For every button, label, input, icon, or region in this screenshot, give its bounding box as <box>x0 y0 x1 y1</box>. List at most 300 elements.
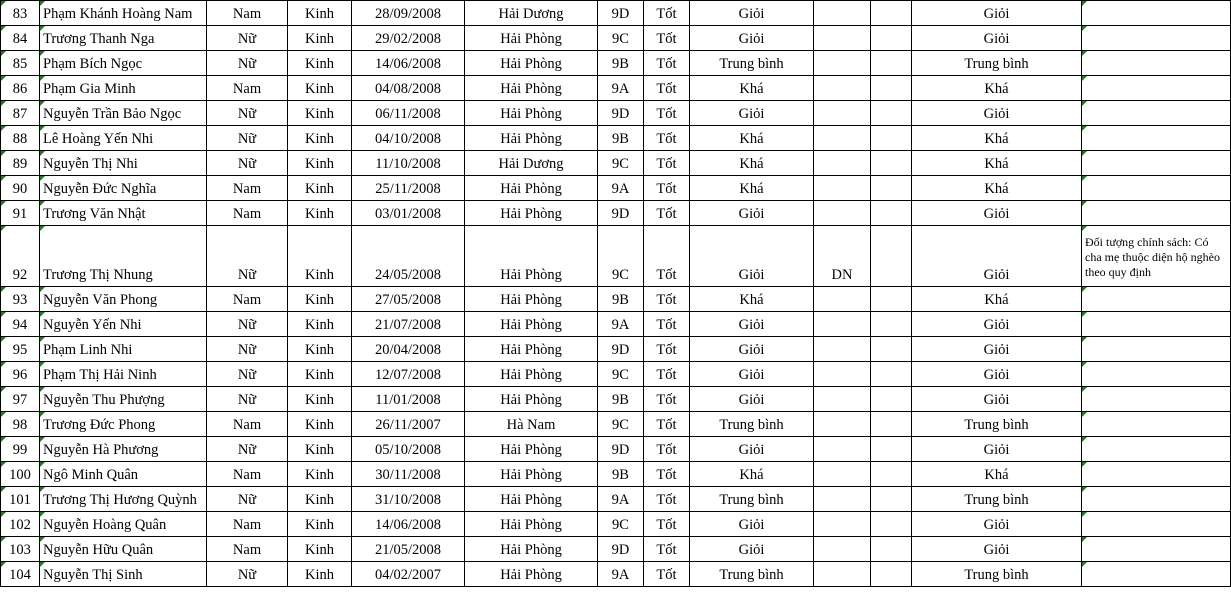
table-row <box>1 126 1231 151</box>
table-row <box>1 101 1231 126</box>
name-cell: Trương Thị Nhung <box>40 226 207 287</box>
academic-cell: Trung bình <box>690 562 814 587</box>
extra-cell <box>814 151 871 176</box>
blank-cell <box>871 312 912 337</box>
extra-cell <box>814 126 871 151</box>
dob-cell: 11/10/2008 <box>352 151 465 176</box>
stt-cell: 86 <box>1 76 40 101</box>
academic-cell: Giỏi <box>690 512 814 537</box>
result-cell: Giỏi <box>912 437 1082 462</box>
stt-cell: 95 <box>1 337 40 362</box>
dob-cell: 12/07/2008 <box>352 362 465 387</box>
class-cell: 9D <box>598 101 644 126</box>
gender-cell: Nữ <box>207 312 288 337</box>
result-cell: Giỏi <box>912 1 1082 26</box>
ethnicity-cell: Kinh <box>288 537 352 562</box>
note-cell <box>1082 337 1231 362</box>
ethnicity-cell: Kinh <box>288 101 352 126</box>
blank-cell <box>871 51 912 76</box>
stt-cell: 83 <box>1 1 40 26</box>
ethnicity-cell: Kinh <box>288 512 352 537</box>
class-cell: 9C <box>598 512 644 537</box>
note-cell <box>1082 151 1231 176</box>
note-cell <box>1082 412 1231 437</box>
academic-cell: Giỏi <box>690 537 814 562</box>
extra-cell: DN <box>814 226 871 287</box>
gender-cell: Nữ <box>207 226 288 287</box>
conduct-cell: Tốt <box>644 437 690 462</box>
gender-cell: Nữ <box>207 362 288 387</box>
conduct-cell: Tốt <box>644 1 690 26</box>
ethnicity-cell: Kinh <box>288 462 352 487</box>
gender-cell: Nữ <box>207 151 288 176</box>
conduct-cell: Tốt <box>644 226 690 287</box>
class-cell: 9B <box>598 51 644 76</box>
gender-cell: Nam <box>207 462 288 487</box>
note-cell <box>1082 126 1231 151</box>
academic-cell: Giỏi <box>690 387 814 412</box>
dob-cell: 04/02/2007 <box>352 562 465 587</box>
ethnicity-cell: Kinh <box>288 201 352 226</box>
extra-cell <box>814 387 871 412</box>
birthplace-cell: Hải Phòng <box>465 537 598 562</box>
academic-cell: Giỏi <box>690 362 814 387</box>
note-cell <box>1082 387 1231 412</box>
academic-cell: Trung bình <box>690 51 814 76</box>
result-cell: Giỏi <box>912 226 1082 287</box>
extra-cell <box>814 287 871 312</box>
academic-cell: Khá <box>690 76 814 101</box>
name-cell: Phạm Gia Minh <box>40 76 207 101</box>
extra-cell <box>814 437 871 462</box>
stt-cell: 100 <box>1 462 40 487</box>
gender-cell: Nam <box>207 412 288 437</box>
academic-cell: Giỏi <box>690 312 814 337</box>
class-cell: 9B <box>598 287 644 312</box>
conduct-cell: Tốt <box>644 51 690 76</box>
class-cell: 9D <box>598 337 644 362</box>
stt-cell: 92 <box>1 226 40 287</box>
blank-cell <box>871 101 912 126</box>
stt-cell: 88 <box>1 126 40 151</box>
academic-cell: Giỏi <box>690 101 814 126</box>
stt-cell: 98 <box>1 412 40 437</box>
academic-cell: Trung bình <box>690 412 814 437</box>
academic-cell: Khá <box>690 462 814 487</box>
conduct-cell: Tốt <box>644 412 690 437</box>
blank-cell <box>871 487 912 512</box>
result-cell: Khá <box>912 126 1082 151</box>
name-cell: Nguyễn Đức Nghĩa <box>40 176 207 201</box>
gender-cell: Nữ <box>207 337 288 362</box>
conduct-cell: Tốt <box>644 101 690 126</box>
gender-cell: Nam <box>207 1 288 26</box>
result-cell: Khá <box>912 151 1082 176</box>
gender-cell: Nữ <box>207 487 288 512</box>
name-cell: Nguyễn Yến Nhi <box>40 312 207 337</box>
gender-cell: Nữ <box>207 387 288 412</box>
dob-cell: 05/10/2008 <box>352 437 465 462</box>
note-cell <box>1082 437 1231 462</box>
birthplace-cell: Hải Phòng <box>465 387 598 412</box>
name-cell: Trương Thị Hương Quỳnh <box>40 487 207 512</box>
stt-cell: 97 <box>1 387 40 412</box>
stt-cell: 103 <box>1 537 40 562</box>
academic-cell: Khá <box>690 126 814 151</box>
stt-cell: 91 <box>1 201 40 226</box>
dob-cell: 21/05/2008 <box>352 537 465 562</box>
academic-cell: Khá <box>690 287 814 312</box>
blank-cell <box>871 76 912 101</box>
academic-cell: Giỏi <box>690 226 814 287</box>
table-row <box>1 1 1231 26</box>
extra-cell <box>814 412 871 437</box>
table-row <box>1 176 1231 201</box>
note-cell <box>1082 1 1231 26</box>
class-cell: 9D <box>598 201 644 226</box>
extra-cell <box>814 76 871 101</box>
result-cell: Giỏi <box>912 362 1082 387</box>
table-row <box>1 226 1231 287</box>
academic-cell: Giỏi <box>690 26 814 51</box>
result-cell: Giỏi <box>912 387 1082 412</box>
ethnicity-cell: Kinh <box>288 562 352 587</box>
birthplace-cell: Hải Phòng <box>465 462 598 487</box>
note-cell <box>1082 512 1231 537</box>
table-row <box>1 487 1231 512</box>
name-cell: Trương Thanh Nga <box>40 26 207 51</box>
extra-cell <box>814 201 871 226</box>
ethnicity-cell: Kinh <box>288 126 352 151</box>
blank-cell <box>871 437 912 462</box>
class-cell: 9A <box>598 312 644 337</box>
result-cell: Trung bình <box>912 487 1082 512</box>
table-row <box>1 537 1231 562</box>
blank-cell <box>871 562 912 587</box>
blank-cell <box>871 26 912 51</box>
gender-cell: Nữ <box>207 437 288 462</box>
ethnicity-cell: Kinh <box>288 437 352 462</box>
result-cell: Khá <box>912 76 1082 101</box>
birthplace-cell: Hải Phòng <box>465 201 598 226</box>
blank-cell <box>871 287 912 312</box>
table-row <box>1 412 1231 437</box>
birthplace-cell: Hải Phòng <box>465 437 598 462</box>
table-row <box>1 437 1231 462</box>
blank-cell <box>871 387 912 412</box>
birthplace-cell: Hải Phòng <box>465 287 598 312</box>
note-cell <box>1082 537 1231 562</box>
table-row <box>1 512 1231 537</box>
gender-cell: Nam <box>207 201 288 226</box>
conduct-cell: Tốt <box>644 387 690 412</box>
name-cell: Nguyễn Thị Nhi <box>40 151 207 176</box>
extra-cell <box>814 176 871 201</box>
conduct-cell: Tốt <box>644 151 690 176</box>
dob-cell: 31/10/2008 <box>352 487 465 512</box>
name-cell: Nguyễn Hữu Quân <box>40 537 207 562</box>
gender-cell: Nam <box>207 76 288 101</box>
class-cell: 9D <box>598 1 644 26</box>
birthplace-cell: Hải Phòng <box>465 26 598 51</box>
extra-cell <box>814 362 871 387</box>
conduct-cell: Tốt <box>644 287 690 312</box>
dob-cell: 14/06/2008 <box>352 512 465 537</box>
ethnicity-cell: Kinh <box>288 76 352 101</box>
result-cell: Giỏi <box>912 512 1082 537</box>
dob-cell: 06/11/2008 <box>352 101 465 126</box>
blank-cell <box>871 537 912 562</box>
table-body <box>1 1 1231 587</box>
name-cell: Nguyễn Hà Phương <box>40 437 207 462</box>
note-cell <box>1082 462 1231 487</box>
extra-cell <box>814 337 871 362</box>
dob-cell: 26/11/2007 <box>352 412 465 437</box>
note-cell <box>1082 101 1231 126</box>
extra-cell <box>814 312 871 337</box>
blank-cell <box>871 126 912 151</box>
conduct-cell: Tốt <box>644 487 690 512</box>
ethnicity-cell: Kinh <box>288 337 352 362</box>
blank-cell <box>871 176 912 201</box>
ethnicity-cell: Kinh <box>288 362 352 387</box>
conduct-cell: Tốt <box>644 26 690 51</box>
birthplace-cell: Hải Phòng <box>465 362 598 387</box>
academic-cell: Giỏi <box>690 337 814 362</box>
extra-cell <box>814 562 871 587</box>
conduct-cell: Tốt <box>644 512 690 537</box>
dob-cell: 30/11/2008 <box>352 462 465 487</box>
result-cell: Giỏi <box>912 201 1082 226</box>
result-cell: Giỏi <box>912 101 1082 126</box>
table-row <box>1 462 1231 487</box>
class-cell: 9C <box>598 226 644 287</box>
extra-cell <box>814 26 871 51</box>
result-cell: Khá <box>912 176 1082 201</box>
ethnicity-cell: Kinh <box>288 487 352 512</box>
blank-cell <box>871 512 912 537</box>
table-row <box>1 562 1231 587</box>
gender-cell: Nữ <box>207 51 288 76</box>
gender-cell: Nam <box>207 287 288 312</box>
dob-cell: 14/06/2008 <box>352 51 465 76</box>
name-cell: Nguyễn Thu Phượng <box>40 387 207 412</box>
ethnicity-cell: Kinh <box>288 387 352 412</box>
dob-cell: 28/09/2008 <box>352 1 465 26</box>
name-cell: Trương Văn Nhật <box>40 201 207 226</box>
class-cell: 9C <box>598 151 644 176</box>
blank-cell <box>871 1 912 26</box>
birthplace-cell: Hải Phòng <box>465 226 598 287</box>
academic-cell: Khá <box>690 176 814 201</box>
gender-cell: Nữ <box>207 101 288 126</box>
stt-cell: 102 <box>1 512 40 537</box>
gender-cell: Nam <box>207 537 288 562</box>
gender-cell: Nữ <box>207 26 288 51</box>
name-cell: Trương Đức Phong <box>40 412 207 437</box>
birthplace-cell: Hải Phòng <box>465 101 598 126</box>
table-row <box>1 362 1231 387</box>
academic-cell: Khá <box>690 151 814 176</box>
dob-cell: 20/04/2008 <box>352 337 465 362</box>
table-row <box>1 337 1231 362</box>
birthplace-cell: Hải Phòng <box>465 312 598 337</box>
gender-cell: Nam <box>207 512 288 537</box>
name-cell: Nguyễn Hoàng Quân <box>40 512 207 537</box>
ethnicity-cell: Kinh <box>288 1 352 26</box>
stt-cell: 101 <box>1 487 40 512</box>
name-cell: Ngô Minh Quân <box>40 462 207 487</box>
class-cell: 9A <box>598 176 644 201</box>
result-cell: Giỏi <box>912 26 1082 51</box>
ethnicity-cell: Kinh <box>288 412 352 437</box>
gender-cell: Nữ <box>207 562 288 587</box>
stt-cell: 104 <box>1 562 40 587</box>
class-cell: 9A <box>598 76 644 101</box>
conduct-cell: Tốt <box>644 201 690 226</box>
class-cell: 9D <box>598 537 644 562</box>
ethnicity-cell: Kinh <box>288 287 352 312</box>
note-cell <box>1082 312 1231 337</box>
note-cell <box>1082 362 1231 387</box>
name-cell: Nguyễn Thị Sinh <box>40 562 207 587</box>
class-cell: 9B <box>598 126 644 151</box>
note-cell <box>1082 562 1231 587</box>
class-cell: 9A <box>598 487 644 512</box>
birthplace-cell: Hải Phòng <box>465 487 598 512</box>
note-cell <box>1082 51 1231 76</box>
academic-cell: Giỏi <box>690 437 814 462</box>
conduct-cell: Tốt <box>644 462 690 487</box>
name-cell: Phạm Bích Ngọc <box>40 51 207 76</box>
conduct-cell: Tốt <box>644 537 690 562</box>
ethnicity-cell: Kinh <box>288 26 352 51</box>
table-row <box>1 312 1231 337</box>
class-cell: 9C <box>598 26 644 51</box>
stt-cell: 93 <box>1 287 40 312</box>
note-cell <box>1082 26 1231 51</box>
note-cell <box>1082 176 1231 201</box>
result-cell: Khá <box>912 287 1082 312</box>
extra-cell <box>814 462 871 487</box>
gender-cell: Nam <box>207 176 288 201</box>
name-cell: Nguyễn Văn Phong <box>40 287 207 312</box>
stt-cell: 87 <box>1 101 40 126</box>
conduct-cell: Tốt <box>644 312 690 337</box>
note-cell: Đối tượng chính sách: Có cha mẹ thuộc diện hộ nghèo theo quy định <box>1082 226 1231 287</box>
conduct-cell: Tốt <box>644 126 690 151</box>
table-row <box>1 51 1231 76</box>
result-cell: Giỏi <box>912 537 1082 562</box>
conduct-cell: Tốt <box>644 76 690 101</box>
extra-cell <box>814 1 871 26</box>
ethnicity-cell: Kinh <box>288 226 352 287</box>
blank-cell <box>871 226 912 287</box>
name-cell: Lê Hoàng Yến Nhi <box>40 126 207 151</box>
stt-cell: 85 <box>1 51 40 76</box>
stt-cell: 84 <box>1 26 40 51</box>
table-row <box>1 26 1231 51</box>
name-cell: Phạm Thị Hải Ninh <box>40 362 207 387</box>
academic-cell: Giỏi <box>690 201 814 226</box>
blank-cell <box>871 362 912 387</box>
birthplace-cell: Hải Phòng <box>465 76 598 101</box>
result-cell: Trung bình <box>912 51 1082 76</box>
stt-cell: 96 <box>1 362 40 387</box>
birthplace-cell: Hải Phòng <box>465 512 598 537</box>
name-cell: Nguyễn Trần Bảo Ngọc <box>40 101 207 126</box>
class-cell: 9C <box>598 412 644 437</box>
extra-cell <box>814 51 871 76</box>
birthplace-cell: Hải Phòng <box>465 176 598 201</box>
stt-cell: 89 <box>1 151 40 176</box>
academic-cell: Giỏi <box>690 1 814 26</box>
note-cell <box>1082 201 1231 226</box>
conduct-cell: Tốt <box>644 362 690 387</box>
extra-cell <box>814 512 871 537</box>
stt-cell: 94 <box>1 312 40 337</box>
note-cell <box>1082 487 1231 512</box>
birthplace-cell: Hải Phòng <box>465 51 598 76</box>
dob-cell: 04/08/2008 <box>352 76 465 101</box>
result-cell: Giỏi <box>912 312 1082 337</box>
dob-cell: 11/01/2008 <box>352 387 465 412</box>
dob-cell: 27/05/2008 <box>352 287 465 312</box>
dob-cell: 25/11/2008 <box>352 176 465 201</box>
class-cell: 9B <box>598 462 644 487</box>
dob-cell: 04/10/2008 <box>352 126 465 151</box>
blank-cell <box>871 151 912 176</box>
ethnicity-cell: Kinh <box>288 176 352 201</box>
name-cell: Phạm Khánh Hoàng Nam <box>40 1 207 26</box>
result-cell: Giỏi <box>912 337 1082 362</box>
name-cell: Phạm Linh Nhi <box>40 337 207 362</box>
ethnicity-cell: Kinh <box>288 151 352 176</box>
gender-cell: Nữ <box>207 126 288 151</box>
dob-cell: 24/05/2008 <box>352 226 465 287</box>
conduct-cell: Tốt <box>644 176 690 201</box>
dob-cell: 03/01/2008 <box>352 201 465 226</box>
birthplace-cell: Hải Dương <box>465 151 598 176</box>
stt-cell: 90 <box>1 176 40 201</box>
blank-cell <box>871 337 912 362</box>
blank-cell <box>871 462 912 487</box>
dob-cell: 21/07/2008 <box>352 312 465 337</box>
result-cell: Trung bình <box>912 562 1082 587</box>
blank-cell <box>871 412 912 437</box>
birthplace-cell: Hải Phòng <box>465 337 598 362</box>
birthplace-cell: Hải Dương <box>465 1 598 26</box>
conduct-cell: Tốt <box>644 562 690 587</box>
class-cell: 9C <box>598 362 644 387</box>
table-row <box>1 287 1231 312</box>
ethnicity-cell: Kinh <box>288 51 352 76</box>
result-cell: Khá <box>912 462 1082 487</box>
note-cell <box>1082 287 1231 312</box>
table-row <box>1 151 1231 176</box>
dob-cell: 29/02/2008 <box>352 26 465 51</box>
extra-cell <box>814 101 871 126</box>
ethnicity-cell: Kinh <box>288 312 352 337</box>
result-cell: Trung bình <box>912 412 1082 437</box>
stt-cell: 99 <box>1 437 40 462</box>
class-cell: 9D <box>598 437 644 462</box>
academic-cell: Trung bình <box>690 487 814 512</box>
extra-cell <box>814 537 871 562</box>
note-cell <box>1082 76 1231 101</box>
class-cell: 9A <box>598 562 644 587</box>
table-row <box>1 201 1231 226</box>
